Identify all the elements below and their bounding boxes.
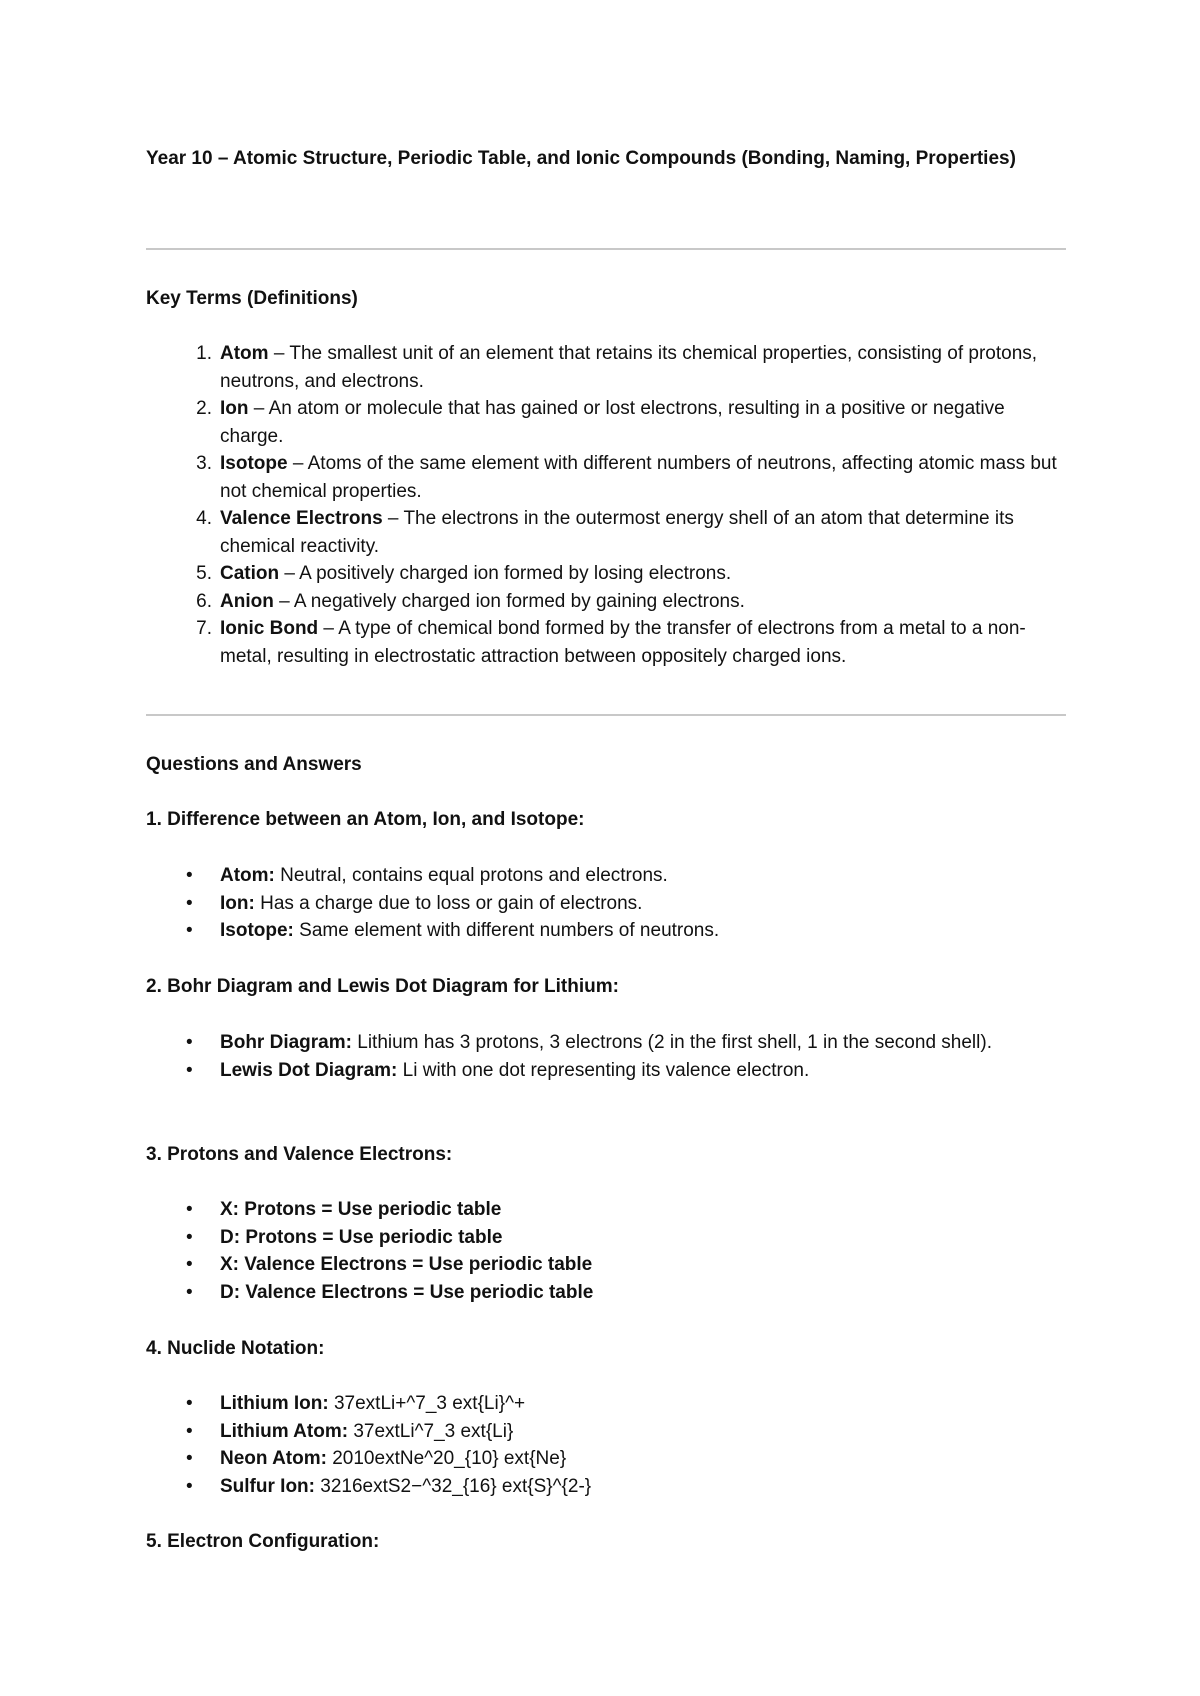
- list-item: [146, 1418, 1066, 1446]
- question-1-heading: 1. Difference between an Atom, Ion, and Isotope:: [146, 809, 585, 830]
- item-label: Ion:: [220, 892, 255, 914]
- item-label: D: Valence Electrons = Use periodic table: [220, 1281, 594, 1303]
- item-label: Atom:: [220, 865, 275, 886]
- item-label: Isotope:: [220, 920, 294, 941]
- term: Ionic Bond: [220, 618, 319, 639]
- item-number: 3.: [196, 453, 212, 474]
- list-item: [146, 917, 1066, 945]
- list-item: [146, 505, 1066, 560]
- bullet-icon: •: [186, 1448, 193, 1469]
- list-item: [146, 1029, 1066, 1057]
- list-item: [146, 1057, 1066, 1085]
- list-item: [146, 862, 1066, 890]
- item-number: 4.: [196, 508, 212, 529]
- list-item: [146, 1390, 1066, 1418]
- item-number: 1.: [196, 343, 212, 364]
- bullet-icon: •: [186, 920, 193, 941]
- key-terms-heading: Key Terms (Definitions): [146, 288, 358, 309]
- qa-heading: Questions and Answers: [146, 754, 362, 775]
- definition: – An atom or molecule that has gained or lost electrons, resulting in a positive or negative charge.: [220, 398, 1005, 447]
- definition: – A positively charged ion formed by losing electrons.: [279, 563, 732, 584]
- question-5-heading: 5. Electron Configuration:: [146, 1531, 380, 1552]
- question-3-list: [146, 1196, 1066, 1306]
- item-label: Lithium Ion:: [220, 1393, 329, 1414]
- bullet-icon: •: [186, 1032, 193, 1053]
- bullet-icon: •: [186, 892, 193, 914]
- item-label: Lithium Atom:: [220, 1420, 349, 1442]
- term: Cation: [220, 563, 280, 584]
- list-item: [146, 1445, 1066, 1473]
- list-item: [146, 588, 1066, 616]
- question-1-list: [146, 862, 1066, 945]
- bullet-icon: •: [186, 1393, 193, 1414]
- list-item: [146, 340, 1066, 395]
- item-text: Neutral, contains equal protons and electrons.: [274, 865, 668, 886]
- item-label: D: Protons = Use periodic table: [220, 1226, 503, 1248]
- bullet-icon: •: [186, 1475, 193, 1497]
- item-number: 5.: [196, 563, 212, 584]
- divider: [146, 714, 1066, 716]
- item-label: X: Protons = Use periodic table: [220, 1199, 502, 1220]
- list-item: [146, 1196, 1066, 1224]
- item-label: X: Valence Electrons = Use periodic table: [220, 1254, 593, 1275]
- list-item: [146, 1473, 1066, 1501]
- item-label: Bohr Diagram:: [220, 1032, 352, 1053]
- question-3-heading: 3. Protons and Valence Electrons:: [146, 1144, 453, 1165]
- list-item: [146, 395, 1066, 450]
- definition: – The smallest unit of an element that retains its chemical properties, consisting of protons, neutrons, and electrons.: [220, 343, 1038, 392]
- term: Atom: [220, 343, 269, 364]
- item-text: Lithium has 3 protons, 3 electrons (2 in the first shell, 1 in the second shell).: [351, 1032, 992, 1053]
- item-number: 6.: [196, 590, 212, 612]
- list-item: [146, 450, 1066, 505]
- divider: [146, 248, 1066, 250]
- question-4-heading: 4. Nuclide Notation:: [146, 1338, 325, 1359]
- term: Anion: [220, 590, 274, 612]
- list-item: [146, 1279, 1066, 1307]
- list-item: [146, 1224, 1066, 1252]
- key-terms-list: [146, 340, 1066, 670]
- list-item: [146, 1251, 1066, 1279]
- list-item: [146, 615, 1066, 670]
- bullet-icon: •: [186, 1254, 193, 1275]
- bullet-icon: •: [186, 1226, 193, 1248]
- question-4-list: [146, 1390, 1066, 1500]
- definition: – A negatively charged ion formed by gaining electrons.: [273, 590, 745, 612]
- bullet-icon: •: [186, 1199, 193, 1220]
- bullet-icon: •: [186, 865, 193, 886]
- definition: – Atoms of the same element with different numbers of neutrons, affecting atomic mass but not chemical properties.: [220, 453, 1057, 502]
- item-label: Neon Atom:: [220, 1448, 327, 1469]
- bullet-icon: •: [186, 1420, 193, 1442]
- list-item: [146, 560, 1066, 588]
- item-text: Same element with different numbers of neutrons.: [293, 920, 720, 941]
- definition: – A type of chemical bond formed by the transfer of electrons from a metal to a non-metal, resulting in electrostatic attraction between oppositely charged ions.: [220, 618, 1026, 667]
- item-text: Has a charge due to loss or gain of electrons.: [254, 892, 643, 914]
- term: Ion: [220, 398, 249, 419]
- question-2-heading: 2. Bohr Diagram and Lewis Dot Diagram for Lithium:: [146, 976, 619, 997]
- item-text: 2010extNe^20_{10} ext{Ne}: [326, 1448, 567, 1469]
- item-number: 7.: [196, 618, 212, 639]
- list-item: [146, 890, 1066, 918]
- item-number: 2.: [196, 398, 212, 419]
- item-text: 37extLi^7_3 ext{Li}: [348, 1420, 514, 1442]
- item-text: 3216extS2−^32_{16} ext{S}^{2-}: [314, 1475, 592, 1497]
- definition: – The electrons in the outermost energy shell of an atom that determine its chemical reactivity.: [220, 508, 1014, 557]
- item-label: Sulfur Ion:: [220, 1475, 315, 1497]
- document-title: Year 10 – Atomic Structure, Periodic Table, and Ionic Compounds (Bonding, Naming, Properties): [146, 148, 1016, 169]
- question-2-list: [146, 1029, 1066, 1084]
- item-label: Lewis Dot Diagram:: [220, 1059, 398, 1081]
- item-text: 37extLi+^7_3 ext{Li}^+: [328, 1393, 526, 1414]
- term: Valence Electrons: [220, 508, 383, 529]
- bullet-icon: •: [186, 1059, 193, 1081]
- term: Isotope: [220, 453, 288, 474]
- item-text: Li with one dot representing its valence electron.: [397, 1059, 810, 1081]
- bullet-icon: •: [186, 1281, 193, 1303]
